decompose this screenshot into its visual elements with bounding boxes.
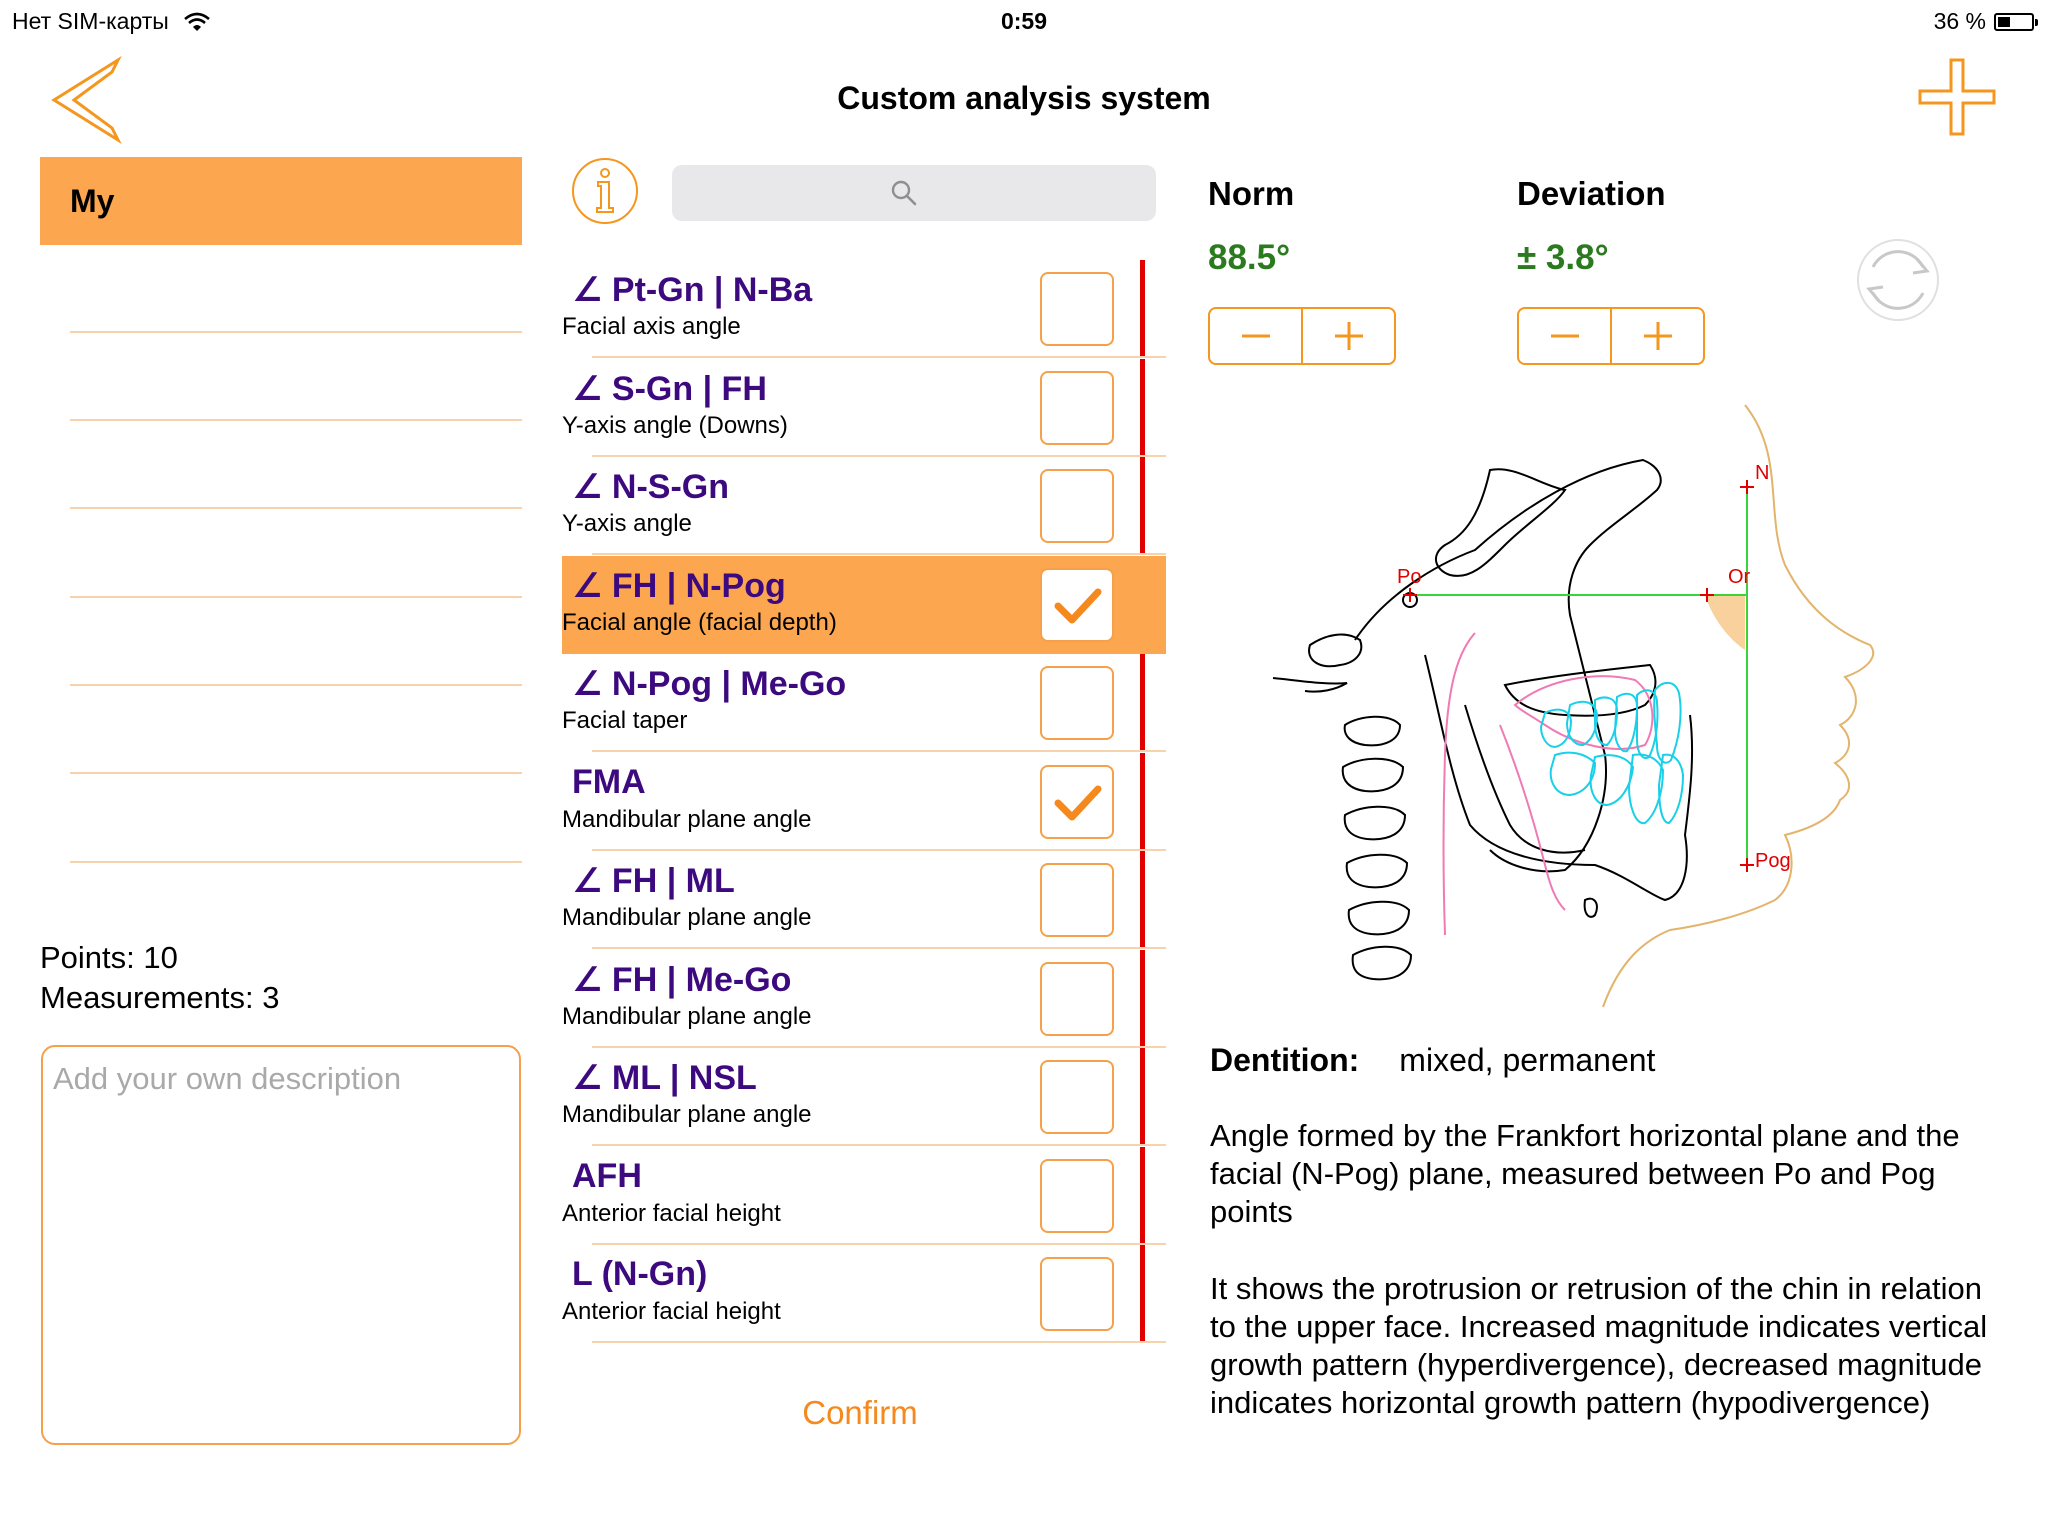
list-item-checkbox[interactable] <box>1040 765 1114 839</box>
list-item-indicator-bar <box>1140 1048 1145 1144</box>
list-item-title: FMA <box>572 762 646 801</box>
list-item-indicator-bar <box>1140 359 1145 455</box>
norm-label: Norm <box>1208 175 1295 212</box>
dentition-row <box>1210 1042 1655 1079</box>
add-plus-icon[interactable] <box>1918 58 1996 136</box>
list-item[interactable] <box>562 260 1166 358</box>
list-item-subtitle: Facial axis angle <box>562 313 741 340</box>
list-item-title: ∠ N-Pog | Me-Go <box>572 665 847 703</box>
deviation-stepper <box>1517 307 1705 365</box>
list-item-subtitle: Y-axis angle (Downs) <box>562 411 788 439</box>
battery-icon <box>1994 13 2034 31</box>
norm-increment-button[interactable] <box>1301 309 1394 363</box>
landmark-n-label: N <box>1755 462 1770 484</box>
maxilla <box>1505 665 1655 716</box>
page-title: Custom analysis system <box>837 80 1211 116</box>
list-item-title: ∠ Pt-Gn | N-Ba <box>572 271 813 309</box>
battery-level <box>1998 17 2010 27</box>
styloid <box>1273 678 1347 692</box>
minus-icon <box>1519 309 1611 363</box>
plus-icon <box>1303 309 1395 363</box>
checkmark-icon <box>1042 570 1112 640</box>
norm-decrement-button[interactable] <box>1210 309 1301 363</box>
cephalometric-diagram <box>1265 395 1885 1015</box>
orbit-outline <box>1436 469 1565 576</box>
list-item-title: ∠ FH | N-Pog <box>572 566 786 605</box>
list-item-checkbox[interactable] <box>1040 1060 1114 1134</box>
dentition-teeth <box>1541 683 1683 823</box>
description-paragraph-1: Angle formed by the Frankfort horizontal plane and the facial (N-Pog) plane, measured between Po and Pog points <box>1210 1118 1960 1229</box>
divider <box>70 772 522 774</box>
cervical-vertebrae <box>1343 717 1411 980</box>
divider <box>70 419 522 421</box>
condyle <box>1309 635 1361 667</box>
search-bar[interactable] <box>672 165 1156 221</box>
info-icon <box>574 160 636 222</box>
pharynx-outline <box>1500 725 1565 910</box>
norm-stepper <box>1208 307 1396 365</box>
list-item-checkbox[interactable] <box>1040 1257 1114 1331</box>
plus-icon <box>1612 309 1704 363</box>
list-item[interactable] <box>562 359 1166 457</box>
sidebar-item-my[interactable] <box>40 157 522 245</box>
list-item-title: AFH <box>572 1156 642 1195</box>
list-item-indicator-bar <box>1140 260 1145 356</box>
list-item-title: ∠ ML | NSL <box>572 1059 757 1097</box>
reset-refresh-icon[interactable] <box>1855 237 1941 323</box>
divider <box>70 507 522 509</box>
battery-percent: 36 % <box>1933 8 1986 34</box>
list-item-checkbox[interactable] <box>1040 568 1114 642</box>
deviation-increment-button[interactable] <box>1610 309 1703 363</box>
list-item-subtitle: Y-axis angle <box>562 510 692 537</box>
dentition-value: mixed, permanent <box>1399 1042 1656 1078</box>
deviation-label: Deviation <box>1517 175 1666 212</box>
list-item-checkbox[interactable] <box>1040 371 1114 445</box>
list-item[interactable] <box>562 654 1166 752</box>
list-item-title: ∠ N-S-Gn <box>572 468 730 506</box>
list-item-checkbox[interactable] <box>1040 1159 1114 1233</box>
status-bar <box>0 0 2048 40</box>
list-item-checkbox[interactable] <box>1040 469 1114 543</box>
tongue-outline <box>1515 676 1652 749</box>
carrier-label: Нет SIM-карты <box>12 8 169 34</box>
list-item-title: ∠ FH | Me-Go <box>572 960 792 999</box>
list-item-subtitle: Anterior facial height <box>562 1298 781 1325</box>
list-item-indicator-bar <box>1140 753 1145 849</box>
landmark-po-label: Po <box>1397 566 1422 588</box>
list-item-checkbox[interactable] <box>1040 272 1114 346</box>
list-item-subtitle: Mandibular plane angle <box>562 1002 812 1030</box>
deviation-decrement-button[interactable] <box>1519 309 1610 363</box>
cranial-base <box>1355 460 1661 871</box>
list-item[interactable] <box>562 950 1166 1048</box>
list-item-title: ∠ S-Gn | FH <box>572 369 767 408</box>
divider <box>70 596 522 598</box>
list-item[interactable] <box>562 1245 1166 1343</box>
divider <box>592 1341 1166 1343</box>
measurements-count: Measurements: 3 <box>40 980 280 1015</box>
list-item-subtitle: Facial taper <box>562 707 688 734</box>
list-item[interactable] <box>562 1048 1166 1146</box>
info-button[interactable] <box>572 158 638 224</box>
list-item-subtitle: Facial angle (facial depth) <box>562 608 837 636</box>
divider <box>70 331 522 333</box>
landmark-pog-label: Pog <box>1755 850 1791 872</box>
description-paragraph-2: It shows the protrusion or retrusion of the chin in relation to the upper face. Increased magnitude indicates vertical growth pattern (hyperdivergence), decreased magnitude indicates horizontal growth pattern (hypodivergence) <box>1210 1271 1988 1420</box>
list-item[interactable] <box>562 556 1166 654</box>
norm-value: 88.5° <box>1208 238 1291 277</box>
list-item-subtitle: Mandibular plane angle <box>562 904 812 931</box>
list-item-checkbox[interactable] <box>1040 962 1114 1036</box>
list-item-subtitle: Mandibular plane angle <box>562 1101 812 1128</box>
list-item-title: ∠ FH | ML <box>572 862 735 900</box>
sidebar-item-label: My <box>70 183 115 219</box>
hyoid <box>1585 899 1597 917</box>
magnifier-icon <box>890 179 918 207</box>
list-item-indicator-bar <box>1140 851 1145 947</box>
confirm-button[interactable]: Confirm <box>700 1393 1020 1433</box>
divider <box>70 861 522 863</box>
deviation-value: ± 3.8° <box>1517 238 1609 277</box>
checkmark-icon <box>1042 767 1112 837</box>
landmark-or-label: Or <box>1728 566 1751 588</box>
list-item[interactable] <box>562 851 1166 949</box>
divider <box>70 684 522 686</box>
list-item-subtitle: Mandibular plane angle <box>562 805 812 833</box>
minus-icon <box>1210 309 1302 363</box>
list-item-title: L (N-Gn) <box>572 1255 708 1293</box>
airway-outline <box>1444 633 1476 935</box>
points-count: Points: 10 <box>40 940 178 975</box>
list-item-checkbox[interactable] <box>1040 666 1114 740</box>
description-input[interactable] <box>41 1045 521 1445</box>
list-item-indicator-bar <box>1140 950 1145 1046</box>
list-item-indicator-bar <box>1140 1147 1145 1243</box>
list-item-subtitle: Anterior facial height <box>562 1199 781 1227</box>
list-item-indicator-bar <box>1140 654 1145 750</box>
list-item[interactable] <box>562 457 1166 555</box>
list-item[interactable] <box>562 753 1166 851</box>
list-item-checkbox[interactable] <box>1040 863 1114 937</box>
list-item-indicator-bar <box>1140 1245 1145 1341</box>
status-time: 0:59 <box>1000 8 1048 34</box>
list-item-indicator-bar <box>1140 457 1145 553</box>
list-item[interactable] <box>562 1147 1166 1245</box>
dentition-label: Dentition: <box>1210 1042 1360 1078</box>
facial-angle-wedge <box>1705 595 1745 650</box>
